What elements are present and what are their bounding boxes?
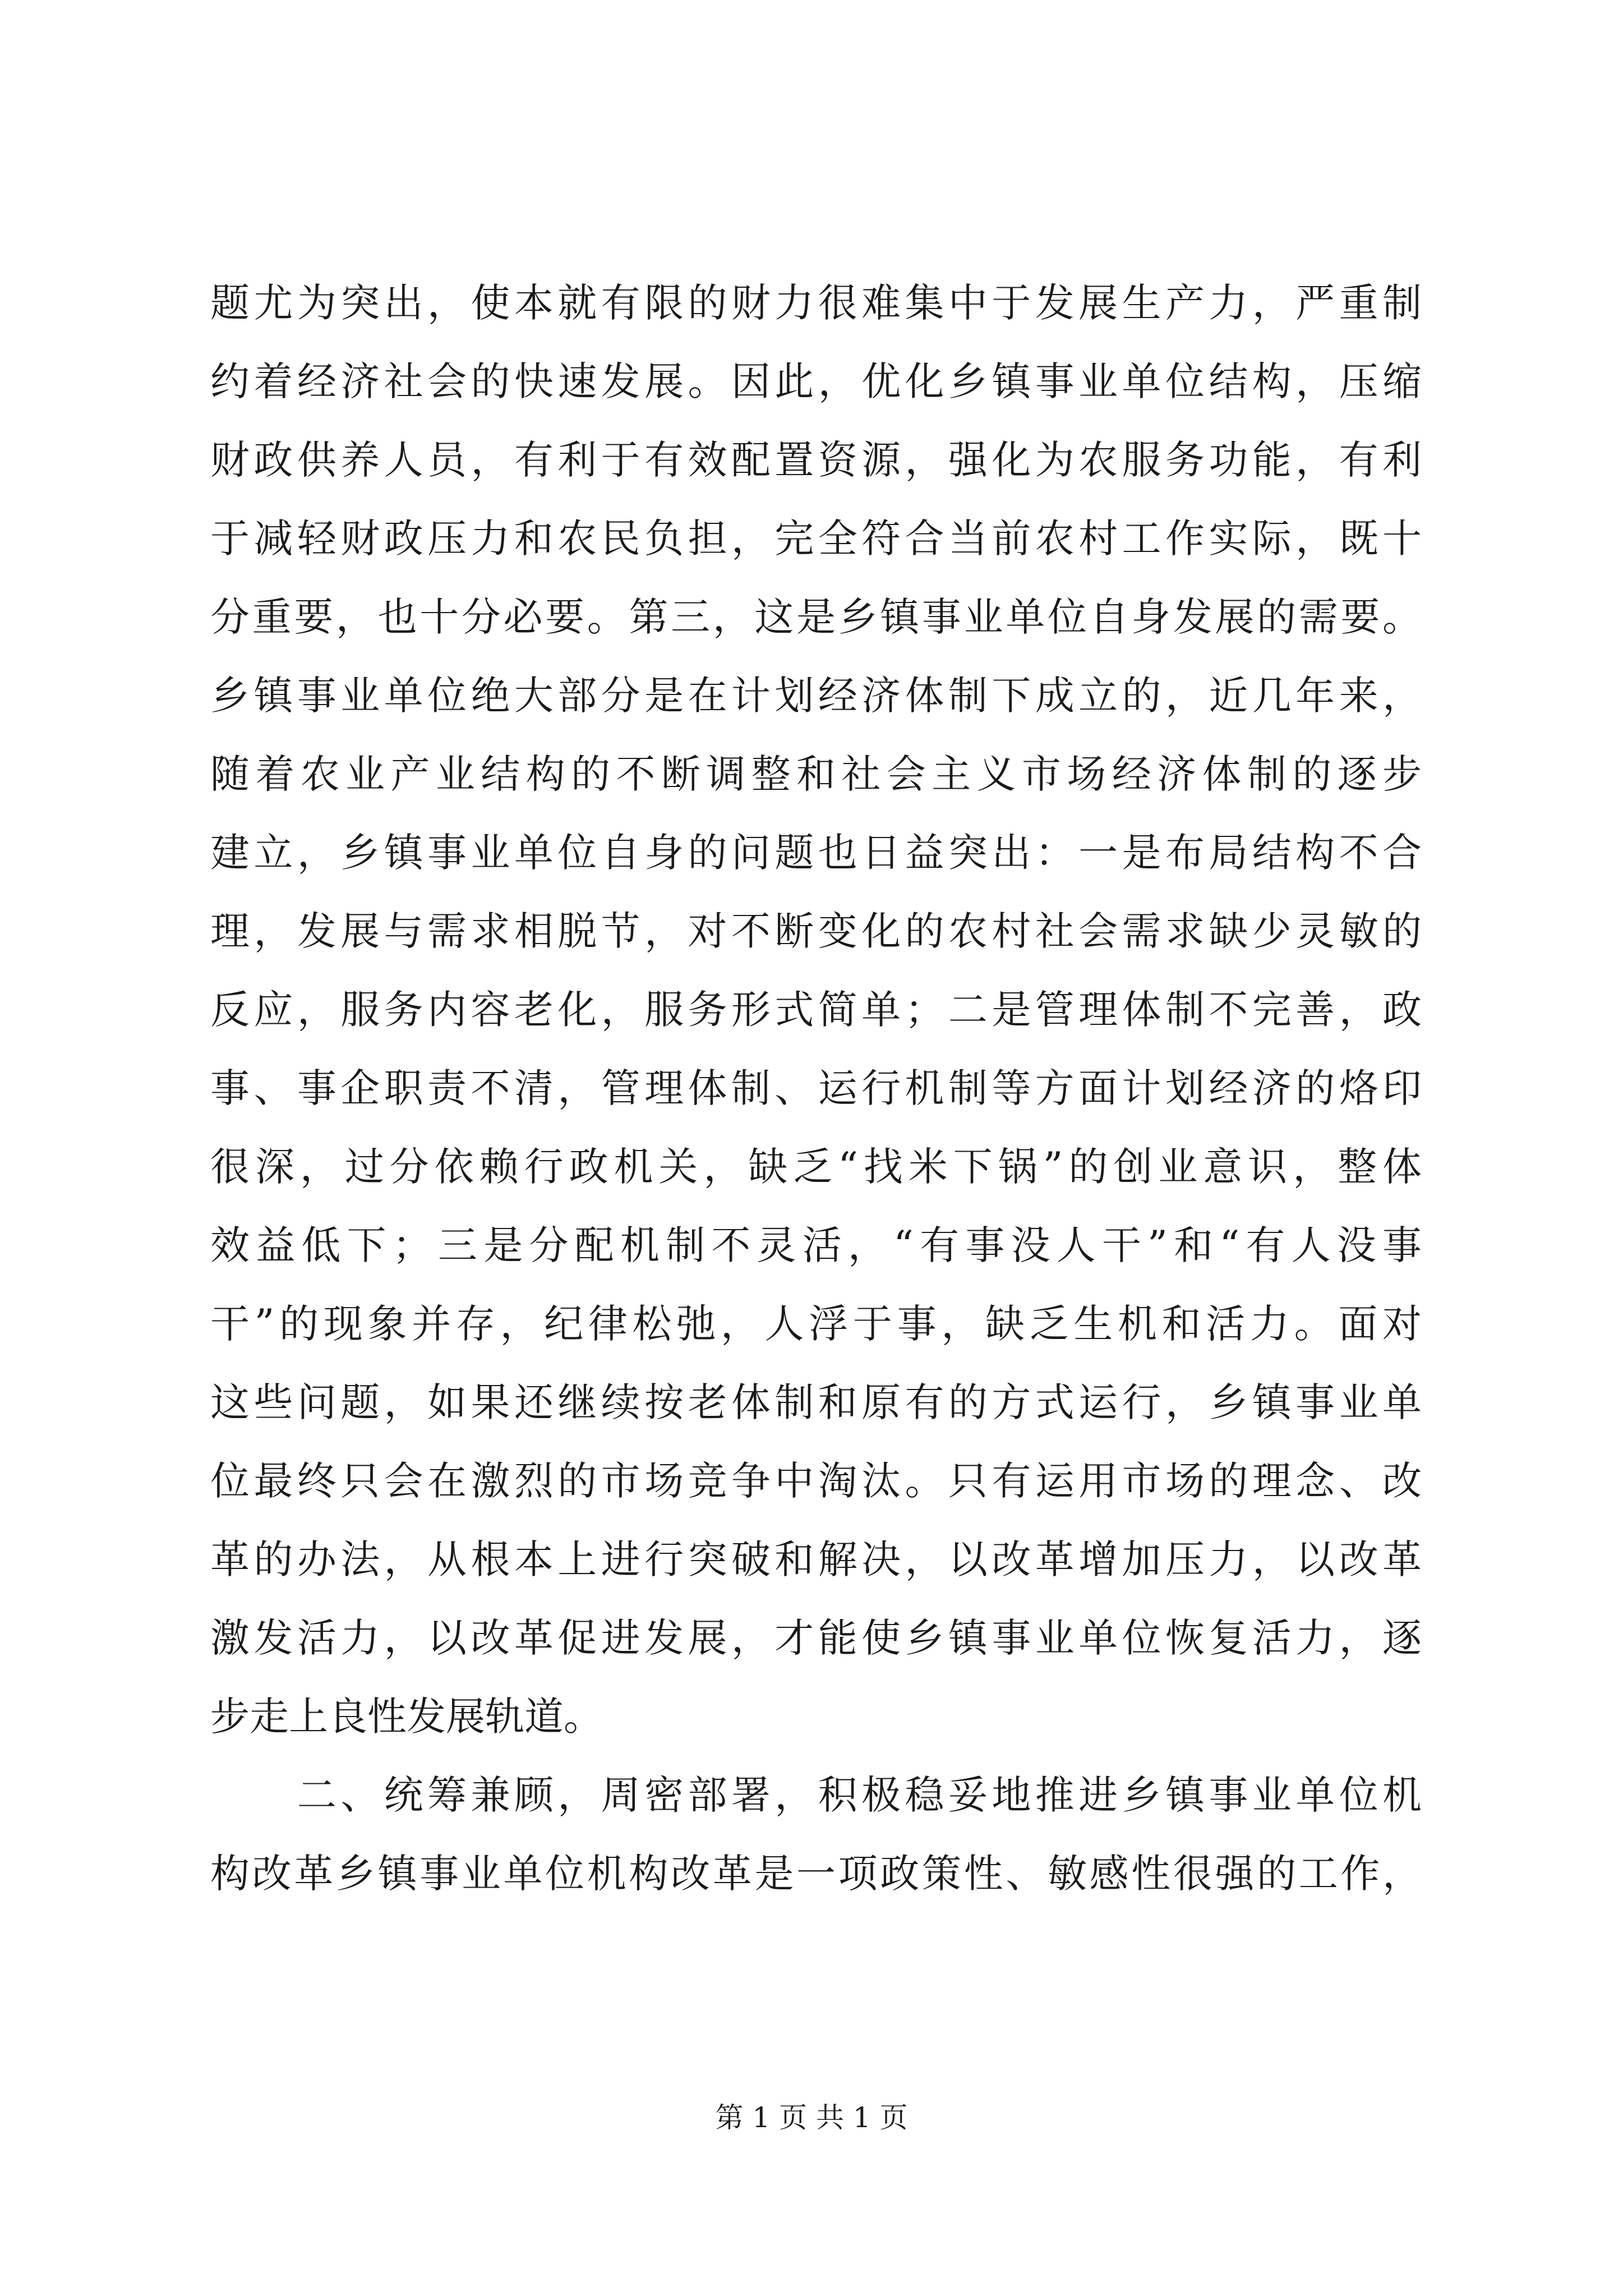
document-body xyxy=(210,264,1422,1913)
text-line: 乡镇事业单位绝大部分是在计划经济体制下成立的，近几年来， xyxy=(210,673,1422,719)
section-heading-line: 二、统筹兼顾，周密部署，积极稳妥地推进乡镇事业单位机 xyxy=(210,1772,1422,1818)
text-line: 革的办法，从根本上进行突破和解决，以改革增加压力，以改革 xyxy=(210,1536,1422,1582)
text-line: 事、事企职责不清，管理体制、运行机制等方面计划经济的烙印 xyxy=(210,1065,1422,1111)
text-line: 建立，乡镇事业单位自身的问题也日益突出：一是布局结构不合 xyxy=(210,830,1422,876)
text-line: 分重要，也十分必要。第三，这是乡镇事业单位自身发展的需要。 xyxy=(210,594,1422,640)
text-line: 于减轻财政压力和农民负担，完全符合当前农村工作实际，既十 xyxy=(210,516,1422,562)
text-line: 激发活力，以改革促进发展，才能使乡镇事业单位恢复活力，逐 xyxy=(210,1615,1422,1661)
text-line: 理，发展与需求相脱节，对不断变化的农村社会需求缺少灵敏的 xyxy=(210,908,1422,954)
text-line: 财政供养人员，有利于有效配置资源，强化为农服务功能，有利 xyxy=(210,437,1422,483)
text-line: 约着经济社会的快速发展。因此，优化乡镇事业单位结构，压缩 xyxy=(210,358,1422,404)
text-line: 干”的现象并存，纪律松弛，人浮于事，缺乏生机和活力。面对 xyxy=(210,1301,1422,1347)
text-line: 很深，过分依赖行政机关，缺乏“找米下锅”的创业意识，整体 xyxy=(210,1144,1422,1190)
text-line: 位最终只会在激烈的市场竞争中淘汰。只有运用市场的理念、改 xyxy=(210,1458,1422,1504)
text-line: 这些问题，如果还继续按老体制和原有的方式运行，乡镇事业单 xyxy=(210,1379,1422,1425)
text-line: 构改革乡镇事业单位机构改革是一项政策性、敏感性很强的工作， xyxy=(210,1851,1422,1897)
text-line: 随着农业产业结构的不断调整和社会主义市场经济体制的逐步 xyxy=(210,751,1422,797)
text-line: 步走上良性发展轨道。 xyxy=(210,1694,603,1740)
text-line: 效益低下；三是分配机制不灵活，“有事没人干”和“有人没事 xyxy=(210,1222,1422,1268)
text-line: 反应，服务内容老化，服务形式简单；二是管理体制不完善，政 xyxy=(210,987,1422,1033)
text-line: 题尤为突出，使本就有限的财力很难集中于发展生产力，严重制 xyxy=(210,280,1422,326)
page-number-footer: 第 1 页 共 1 页 xyxy=(715,2101,908,2134)
